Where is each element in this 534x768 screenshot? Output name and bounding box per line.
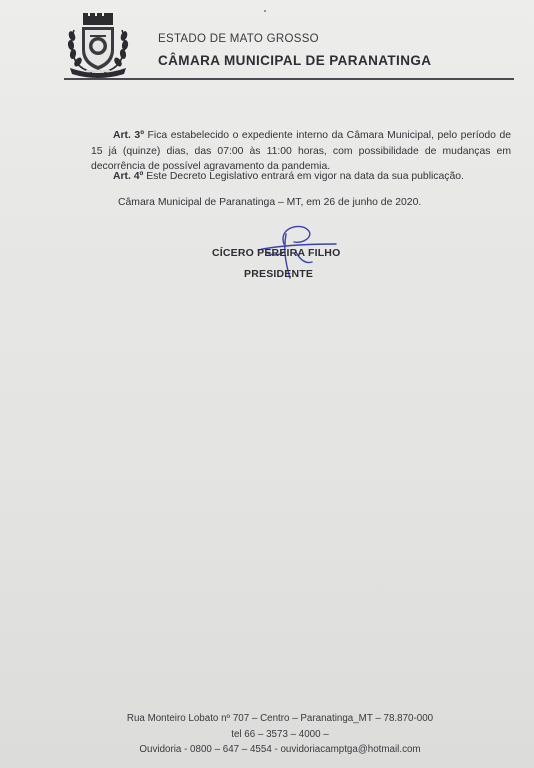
municipal-crest-icon bbox=[64, 12, 132, 78]
article-3-paragraph bbox=[91, 128, 511, 175]
footer-ombudsman-contact: Ouvidoria - 0800 – 647 – 4554 - ouvidoriacamptga@hotmail.com bbox=[139, 744, 421, 755]
paper-speck bbox=[264, 10, 266, 12]
header-chamber-name: CÂMARA MUNICIPAL DE PARANATINGA bbox=[158, 53, 432, 68]
footer-phone: tel 66 – 3573 – 4000 – bbox=[231, 729, 329, 740]
article-4-text: Este Decreto Legislativo entrará em vigor na data da sua publicação. bbox=[143, 171, 464, 182]
article-4-label: Art. 4º bbox=[113, 171, 144, 182]
article-3-text: Fica estabelecido o expediente interno da Câmara Municipal, pelo período de 15 já (quinze) dias, das 07:00 às 11:00 horas, com possibilidade de mudanças em decorrência de possível agravamento da pandemia. bbox=[91, 130, 512, 172]
header-state-name: ESTADO DE MATO GROSSO bbox=[158, 33, 319, 45]
article-3-label: Art. 3º bbox=[113, 130, 145, 141]
place-and-date: Câmara Municipal de Paranatinga – MT, em 26 de junho de 2020. bbox=[118, 197, 422, 208]
article-4-paragraph bbox=[91, 169, 511, 185]
signer-role: PRESIDENTE bbox=[244, 268, 314, 280]
header-divider bbox=[64, 78, 514, 80]
footer-address: Rua Monteiro Lobato nº 707 – Centro – Paranatinga_MT – 78.870-000 bbox=[126, 713, 434, 724]
signer-name: CÍCERO PEREIRA FILHO bbox=[212, 247, 341, 259]
